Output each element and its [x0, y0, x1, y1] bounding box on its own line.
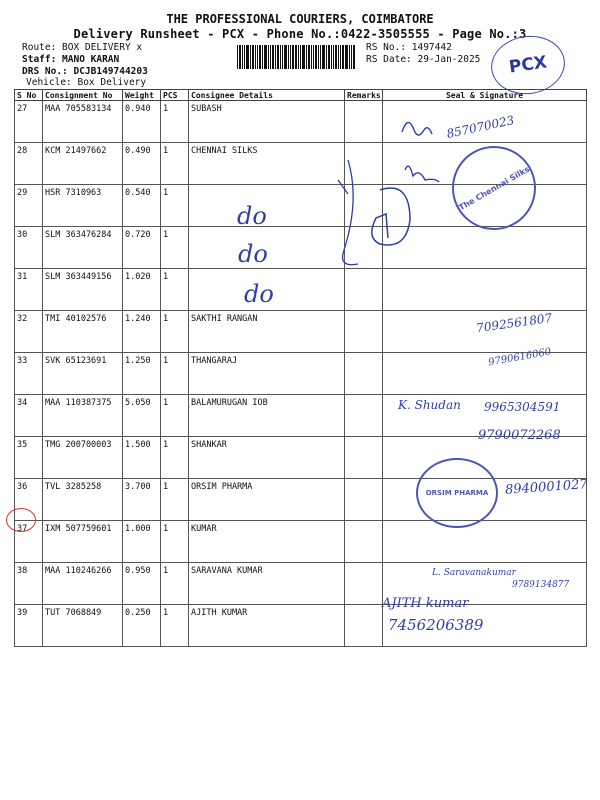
cell-consignment: SVK 65123691	[43, 353, 123, 395]
cell-weight: 0.950	[123, 563, 161, 605]
handwritten-name-39: AJITH kumar	[382, 596, 469, 611]
row-37-circle-mark	[6, 508, 36, 532]
cell-consignment: SLM 363476284	[43, 227, 123, 269]
barcode-bar	[272, 45, 274, 69]
barcode-bar	[338, 45, 339, 69]
barcode-bar	[280, 45, 281, 69]
barcode-bar	[270, 45, 271, 69]
cell-consignment: MAA 110246266	[43, 563, 123, 605]
cell-sno: 35	[15, 437, 43, 479]
barcode-bar	[333, 45, 334, 69]
barcode-bar	[268, 45, 269, 69]
cell-consignee: AJITH KUMAR	[189, 605, 345, 647]
cell-sno: 28	[15, 143, 43, 185]
barcode-bar	[313, 45, 314, 69]
rs-number: RS No.: 1497442	[366, 42, 452, 53]
col-header-remarks: Remarks	[345, 90, 383, 101]
cell-consignee: KUMAR	[189, 521, 345, 563]
staff-label: Staff: MANO KARAN	[22, 54, 120, 65]
cell-consignment: TVL 3285258	[43, 479, 123, 521]
barcode-bar	[288, 45, 289, 69]
col-header-signature: Seal & Signature	[383, 90, 587, 101]
handwritten-phone-33: 9790616060	[487, 346, 553, 369]
cell-consignee: BALAMURUGAN IOB	[189, 395, 345, 437]
company-title: THE PROFESSIONAL COURIERS, COIMBATORE	[166, 12, 434, 26]
cell-consignment: SLM 363449156	[43, 269, 123, 311]
cell-weight: 3.700	[123, 479, 161, 521]
cell-pcs: 1	[161, 521, 189, 563]
barcode-bar	[306, 45, 307, 69]
cell-remarks	[345, 563, 383, 605]
col-header-consignee: Consignee Details	[189, 90, 345, 101]
barcode-bar	[318, 45, 319, 69]
cell-consignee: SAKTHI RANGAN	[189, 311, 345, 353]
col-header-consignment: Consignment No	[43, 90, 123, 101]
ditto-mark: do	[237, 202, 267, 230]
cell-pcs: 1	[161, 311, 189, 353]
cell-consignee: SUBASH	[189, 101, 345, 143]
cell-pcs: 1	[161, 143, 189, 185]
handwritten-phone-38: 9789134877	[512, 580, 570, 590]
cell-consignment: TUT 7068849	[43, 605, 123, 647]
cell-weight: 5.050	[123, 395, 161, 437]
table-row	[15, 605, 587, 647]
barcode-bar	[298, 45, 299, 69]
barcode-bar	[246, 45, 249, 69]
rs-date: RS Date: 29-Jan-2025	[366, 54, 481, 65]
cell-consignee	[189, 269, 345, 311]
cell-weight: 1.000	[123, 521, 161, 563]
cell-weight: 0.250	[123, 605, 161, 647]
cell-consignment: TMG 200700003	[43, 437, 123, 479]
cell-weight: 1.240	[123, 311, 161, 353]
barcode-bar	[277, 45, 279, 69]
barcode-bar	[308, 45, 310, 69]
handwritten-name-34: K. Shudan	[398, 398, 461, 412]
cell-sno: 36	[15, 479, 43, 521]
barcode-bar	[326, 45, 327, 69]
barcode-bar	[345, 45, 348, 69]
cell-consignee	[189, 185, 345, 227]
seal-text: ORSIM PHARMA	[425, 489, 489, 497]
barcode-bar	[292, 45, 294, 69]
cell-consignee	[189, 227, 345, 269]
barcode-bar	[264, 45, 267, 69]
vehicle-label: Vehicle: Box Delivery	[26, 77, 147, 88]
table-row	[15, 437, 587, 479]
barcode-bar	[322, 45, 325, 69]
handwritten-phone-36: 8940001027	[504, 477, 589, 498]
barcode-bar	[282, 45, 283, 69]
cell-weight: 1.250	[123, 353, 161, 395]
cell-sno: 39	[15, 605, 43, 647]
barcode-bar	[250, 45, 251, 69]
pcx-stamp: PCX	[487, 31, 568, 99]
cell-consignee: ORSIM PHARMA	[189, 479, 345, 521]
cell-remarks	[345, 521, 383, 563]
cell-consignee: SHANKAR	[189, 437, 345, 479]
handwritten-number-27: 857070023	[445, 113, 516, 141]
cell-sno: 34	[15, 395, 43, 437]
cell-sno: 38	[15, 563, 43, 605]
table-row	[15, 521, 587, 563]
barcode-bar	[290, 45, 291, 69]
barcode-bar	[239, 45, 241, 69]
barcode-bar	[259, 45, 261, 69]
cell-consignment: KCM 21497662	[43, 143, 123, 185]
cell-pcs: 1	[161, 353, 189, 395]
barcode	[237, 45, 359, 69]
ditto-mark: do	[244, 280, 274, 308]
orsim-pharma-seal	[416, 458, 498, 528]
barcode-bar	[244, 45, 245, 69]
barcode-bar	[302, 45, 305, 69]
handwritten-name-38: L. Saravanakumar	[432, 568, 516, 578]
cell-pcs: 1	[161, 479, 189, 521]
cell-consignment: IXM 507759601	[43, 521, 123, 563]
barcode-bar	[311, 45, 312, 69]
cell-consignment: HSR 7310963	[43, 185, 123, 227]
barcode-bar	[328, 45, 330, 69]
col-header-weight: Weight	[123, 90, 161, 101]
cell-sno: 31	[15, 269, 43, 311]
cell-sno: 32	[15, 311, 43, 353]
cell-sno: 29	[15, 185, 43, 227]
cell-remarks	[345, 605, 383, 647]
cell-signature	[383, 605, 587, 647]
cell-consignee: SARAVANA KUMAR	[189, 563, 345, 605]
barcode-bar	[335, 45, 337, 69]
cell-consignment: TMI 40102576	[43, 311, 123, 353]
handwritten-phone-39: 7456206389	[388, 616, 484, 634]
route-label: Route: BOX DELIVERY x	[22, 42, 143, 53]
cell-weight: 1.500	[123, 437, 161, 479]
barcode-bar	[349, 45, 350, 69]
barcode-bar	[315, 45, 317, 69]
cell-pcs: 1	[161, 101, 189, 143]
cell-sno: 37	[15, 521, 43, 563]
cell-signature	[383, 521, 587, 563]
handwritten-scribbles	[330, 100, 510, 360]
ditto-mark: do	[238, 240, 268, 268]
runsheet-subtitle: Delivery Runsheet - PCX - Phone No.:0422-3505555 - Page No.:3	[73, 27, 527, 41]
cell-consignment: MAA 705583134	[43, 101, 123, 143]
cell-weight: 0.490	[123, 143, 161, 185]
barcode-bar	[237, 45, 238, 69]
cell-pcs: 1	[161, 437, 189, 479]
barcode-bar	[353, 45, 355, 69]
barcode-bar	[331, 45, 332, 69]
cell-remarks	[345, 395, 383, 437]
cell-pcs: 1	[161, 395, 189, 437]
table-row	[15, 563, 587, 605]
barcode-bar	[295, 45, 297, 69]
barcode-bar	[340, 45, 341, 69]
cell-pcs: 1	[161, 563, 189, 605]
cell-pcs: 1	[161, 269, 189, 311]
cell-sno: 33	[15, 353, 43, 395]
cell-weight: 0.940	[123, 101, 161, 143]
col-header-pcs: PCS	[161, 90, 189, 101]
seal-text: The Chennai Silks	[457, 164, 531, 212]
handwritten-phone-34: 9965304591	[484, 400, 561, 414]
cell-sno: 30	[15, 227, 43, 269]
cell-signature	[383, 563, 587, 605]
cell-pcs: 1	[161, 185, 189, 227]
col-header-sno: S No	[15, 90, 43, 101]
barcode-bar	[351, 45, 352, 69]
cell-consignment: MAA 110387375	[43, 395, 123, 437]
cell-remarks	[345, 479, 383, 521]
handwritten-phone-35: 9790072268	[478, 428, 561, 443]
cell-weight: 0.720	[123, 227, 161, 269]
handwritten-phone-32: 7092561807	[475, 310, 553, 336]
cell-remarks	[345, 437, 383, 479]
barcode-bar	[252, 45, 254, 69]
cell-weight: 0.540	[123, 185, 161, 227]
table-row	[15, 479, 587, 521]
barcode-bar	[262, 45, 263, 69]
barcode-bar	[300, 45, 301, 69]
barcode-bar	[275, 45, 276, 69]
table-row	[15, 395, 587, 437]
barcode-bar	[257, 45, 258, 69]
cell-sno: 27	[15, 101, 43, 143]
cell-pcs: 1	[161, 227, 189, 269]
barcode-bar	[255, 45, 256, 69]
barcode-bar	[284, 45, 287, 69]
barcode-bar	[320, 45, 321, 69]
barcode-bar	[342, 45, 344, 69]
barcode-bar	[242, 45, 243, 69]
cell-signature	[383, 395, 587, 437]
drs-number: DRS No.: DCJB149744203	[22, 66, 148, 77]
cell-weight: 1.020	[123, 269, 161, 311]
cell-consignee: THANGARAJ	[189, 353, 345, 395]
cell-pcs: 1	[161, 605, 189, 647]
cell-consignee: CHENNAI SILKS	[189, 143, 345, 185]
table-header-row	[15, 90, 587, 101]
